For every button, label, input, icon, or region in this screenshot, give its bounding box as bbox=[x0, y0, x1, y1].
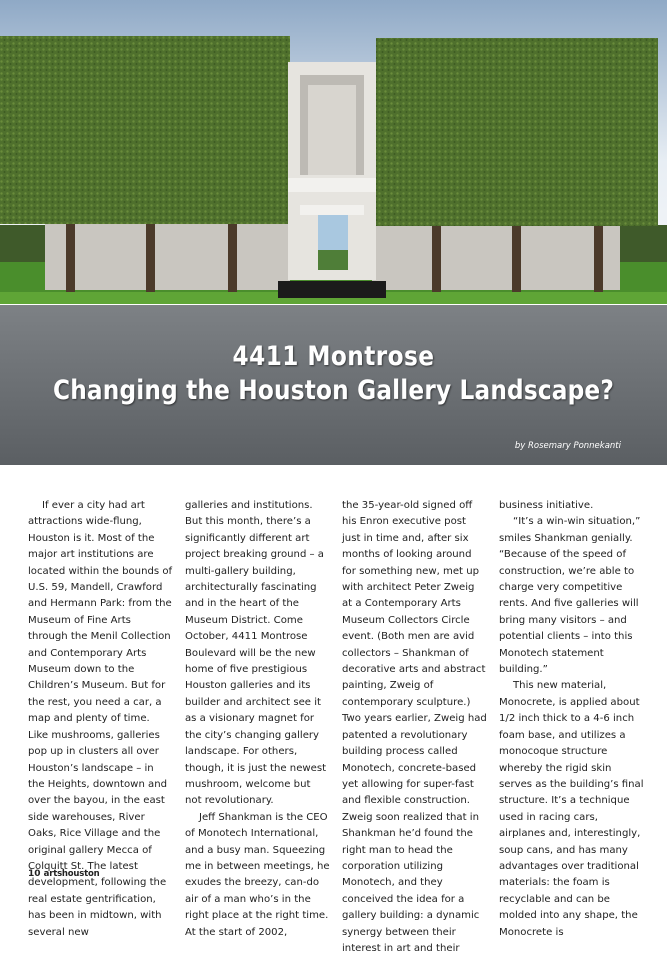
paragraph: “It’s a win-win situation,” smiles Shankman genially. “Because of the speed of construction, we’re able to charge very competitive rents. And five galleries will bring many visitors – and potential clients – into this Monotech statement building.” bbox=[499, 516, 641, 676]
title-line-1: 4411 Montrose bbox=[232, 341, 435, 372]
column-3 bbox=[342, 498, 487, 954]
right-hedge bbox=[376, 38, 658, 226]
paragraph: Jeff Shankman is the CEO of Monotech International, and a busy man. Squeezing me in between meetings, he exudes the breezy, can-do air of a man who’s in the right place at the right time. At the start of 2002, bbox=[185, 811, 330, 938]
right-wall bbox=[372, 222, 620, 290]
page-number: 10 bbox=[28, 869, 41, 879]
left-hedge bbox=[0, 36, 290, 224]
paragraph: business initiative. bbox=[499, 500, 594, 511]
left-wall bbox=[45, 222, 290, 290]
entrance-plinth bbox=[278, 281, 386, 298]
byline: by Rosemary Ponnekanti bbox=[514, 441, 621, 451]
column-2 bbox=[185, 498, 330, 938]
paragraph: This new material, Monocrete, is applied about 1/2 inch thick to a 4-6 inch foam base, and utilizes a monocoque structure whereby the rigid skin serves as the building’s final structure. It’s a technique used in racing cars, airplanes and, interestingly, soup cans, and has many advantages over traditional materials: the foam is recyclable and can be molded into any shape, the Monocrete is bbox=[499, 680, 644, 938]
title-line-2: Changing the Houston Gallery Landscape? bbox=[53, 375, 614, 406]
paragraph: the 35-year-old signed off his Enron executive post just in time and, after six months of looking around for something new, met up with architect Peter Zweig at a Contemporary Arts Museum Collectors Circle event. (Both men are avid collectors – Shankman of decorative arts and abstract painting, Zweig of contemporary sculpture.) Two years earlier, Zweig had patented a revolutionary building process called Monotech, concrete-based yet allowing for super-fast and flexible construction. Zweig soon realized that in Shankman he’d found the right man to head the corporation utilizing Monotech, and they conceived the idea for a gallery building: a dynamic synergy between their interest in art and their bbox=[342, 500, 487, 954]
paragraph: galleries and institutions. But this month, there’s a significantly different art project breaking ground – a multi-gallery building, architecturally fascinating and in the heart of the Museum District. Come October, 4411 Montrose Boulevard will be the new home of five prestigious Houston galleries and its builder and architect see it as a visionary magnet for the city’s changing gallery landscape. For others, though, it is just the newest mushroom, welcome but not revolutionary. bbox=[185, 500, 327, 807]
magazine-name: artshouston bbox=[43, 869, 100, 879]
article-title bbox=[0, 340, 667, 408]
column-4 bbox=[499, 498, 644, 938]
paragraph: If ever a city had art attractions wide-flung, Houston is it. Most of the major art institutions are located within the bounds of U.S. 59, Mandell, Crawford and Hermann Park: from the Museum of Fine Arts through the Menil Collection and Contemporary Arts Museum down to the Children’s Museum. But for the rest, you need a car, a map and plenty of time. Like mushrooms, galleries pop up in clusters all over Houston’s landscape – in the Heights, downtown and over the bayou, in the east side warehouses, River Oaks, Rice Village and the original gallery Mecca of Colquitt St. The latest development, following the real estate gentrification, has been in midtown, with several new bbox=[28, 500, 173, 938]
page-footer bbox=[28, 869, 99, 879]
